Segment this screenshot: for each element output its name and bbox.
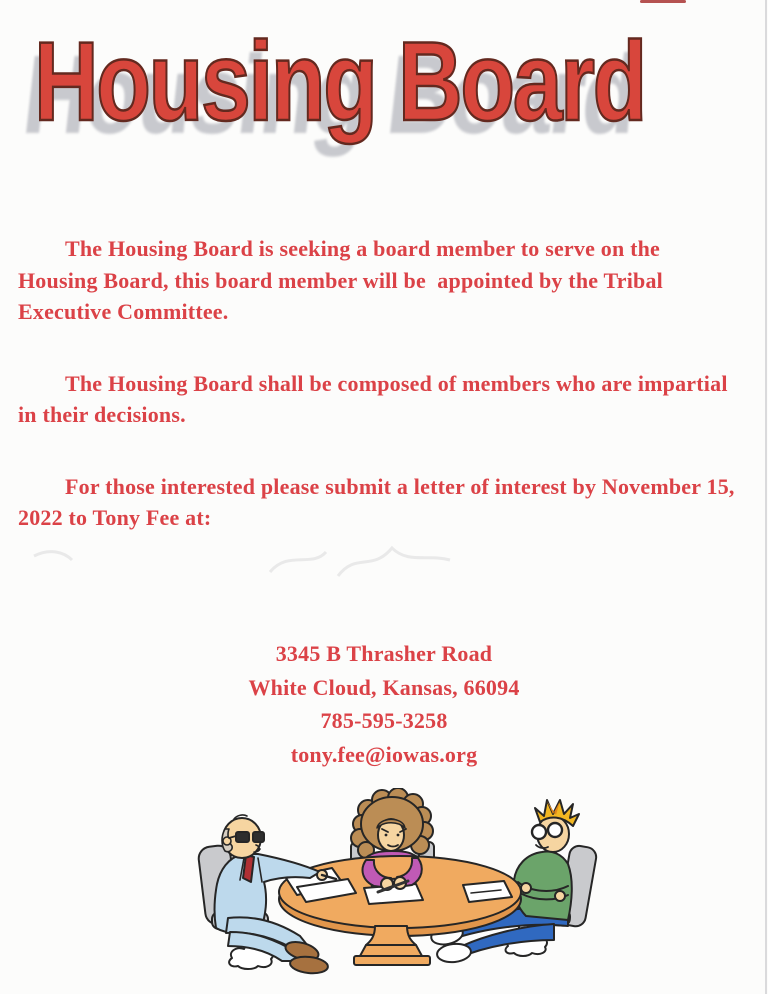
contact-address: 3345 B Thrasher Road (275, 641, 493, 666)
text-line: 2022 to Tony Fee at: (18, 505, 212, 530)
paragraph-seeking (18, 233, 758, 328)
right-man-glasses (532, 825, 546, 839)
contact-phone: 785-595-3258 (320, 708, 448, 733)
text-line: The Housing Board shall be composed of members who are impartial (65, 370, 728, 396)
left-man-tie (243, 855, 254, 882)
text-line: Executive Committee. (18, 299, 229, 324)
contact-block (0, 637, 768, 771)
text-line: in their decisions. (18, 402, 186, 427)
contact-city-state-zip: White Cloud, Kansas, 66094 (248, 674, 520, 700)
contact-email: tony.fee@iowas.org (290, 741, 478, 767)
scan-red-streak (640, 0, 686, 3)
page-title-text: Housing Board Housing Board (34, 26, 645, 138)
scan-edge-line (765, 0, 767, 994)
text-line: For those interested please submit a letter of interest by November 15, (65, 473, 735, 499)
left-man-shoe (289, 955, 328, 975)
page-title (34, 19, 768, 144)
paragraph-submit-letter (18, 471, 758, 534)
text-line: The Housing Board is seeking a board member to serve on the (65, 236, 661, 261)
text-line: Housing Board, this board member will be appointed by the Tribal (18, 267, 663, 293)
right-man-sneaker (436, 942, 472, 963)
paragraph-impartial (18, 368, 758, 431)
faint-pen-scribble (20, 538, 480, 590)
body-copy (18, 233, 758, 534)
board-meeting-clipart (170, 788, 600, 988)
left-man-glasses (236, 832, 249, 842)
